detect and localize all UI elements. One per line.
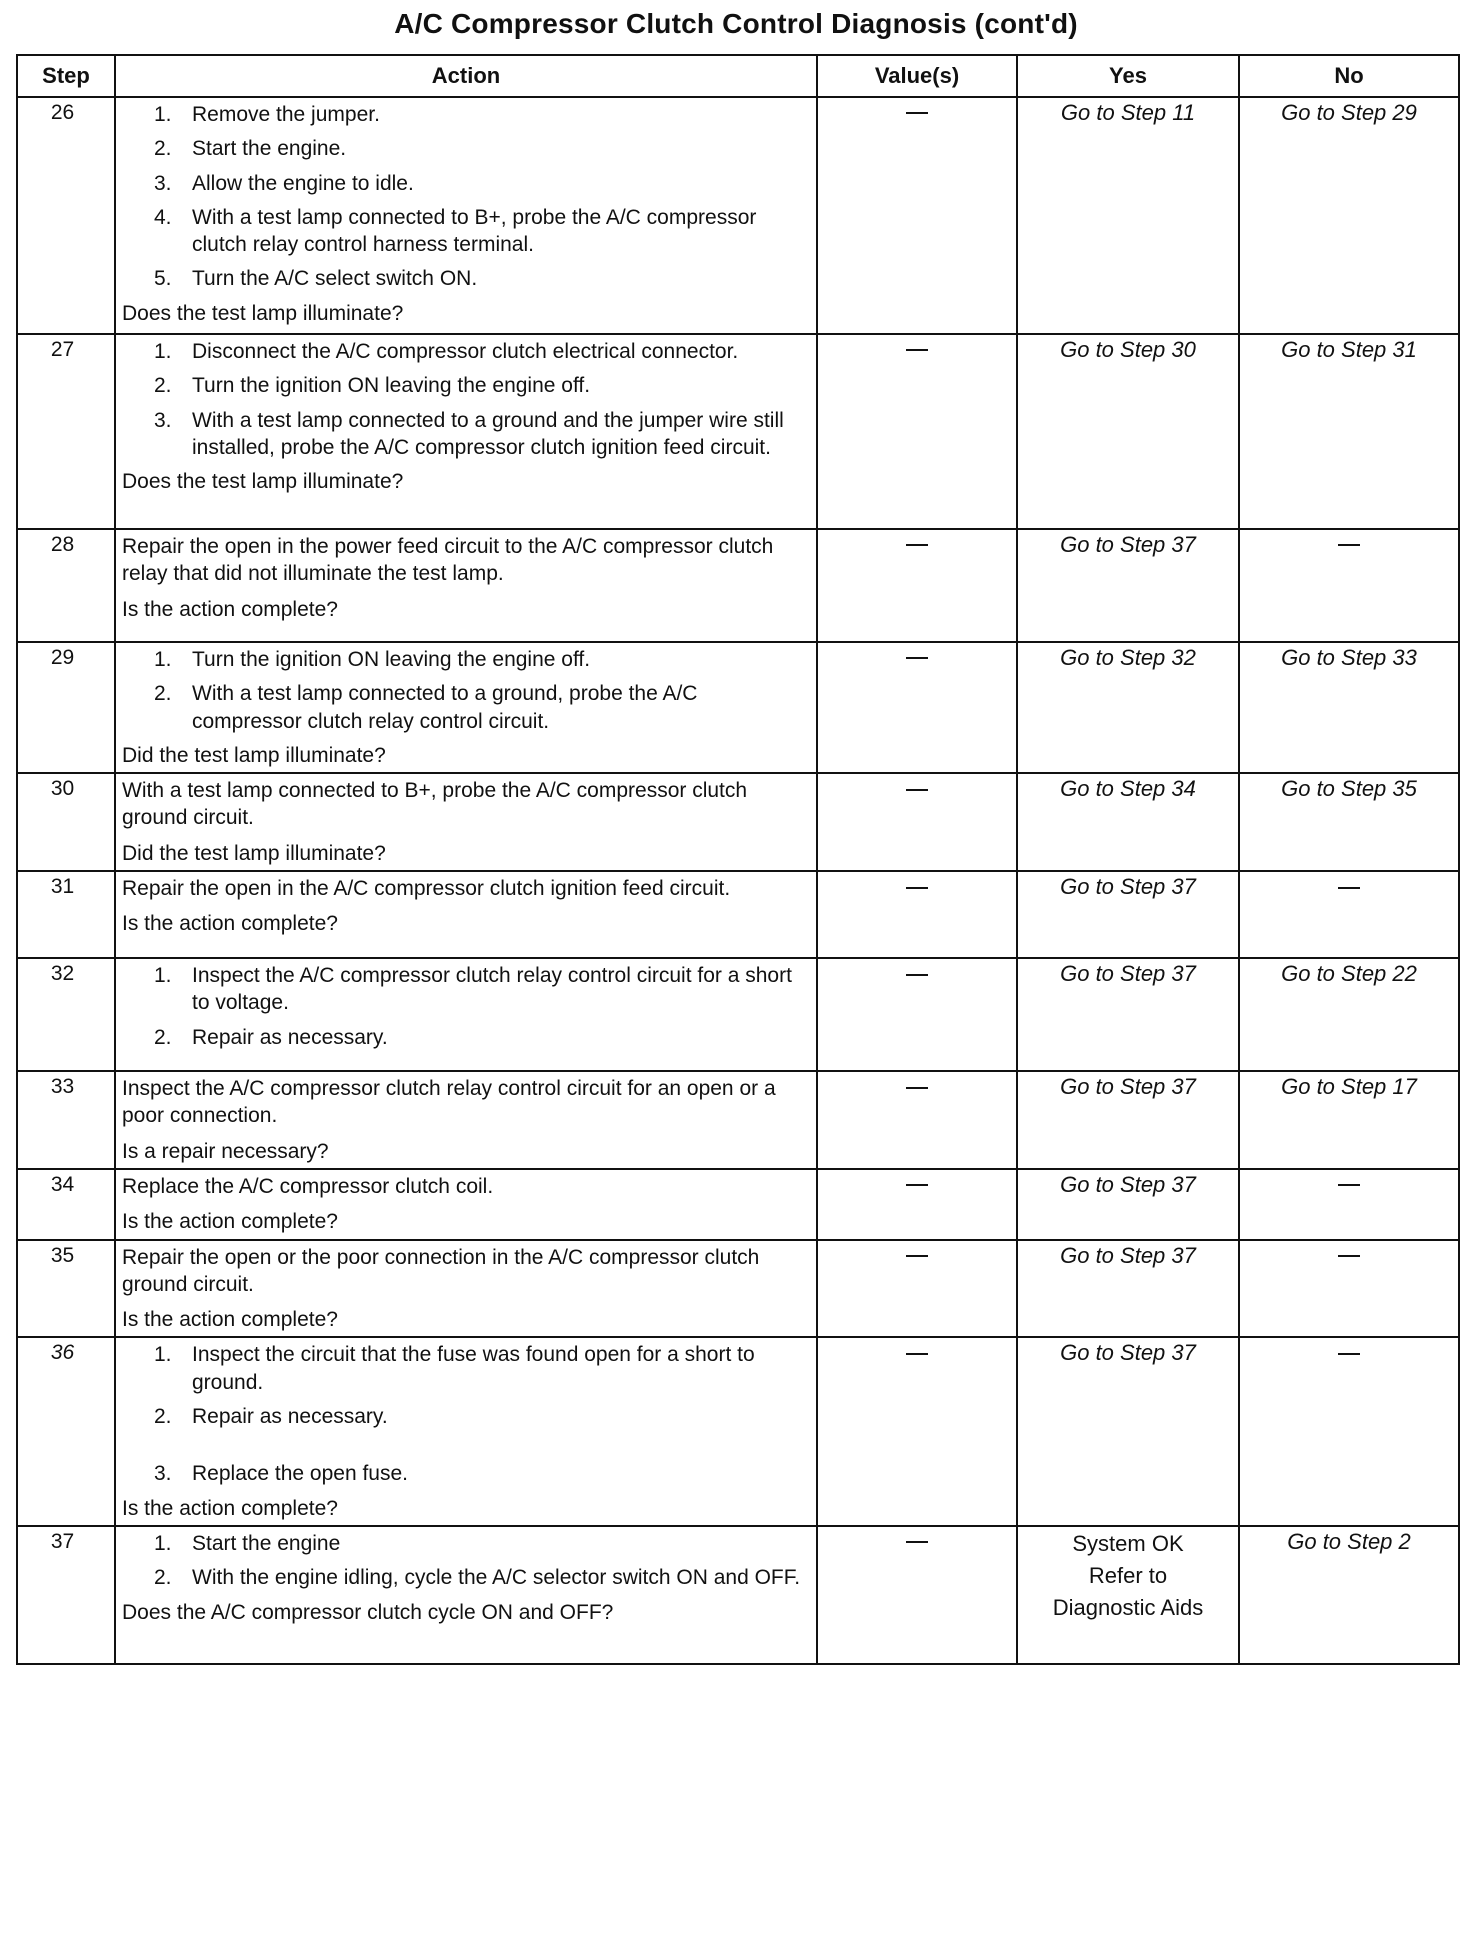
action-question: Is the action complete? bbox=[122, 912, 338, 936]
yes-goto-text: Go to Step 37 bbox=[1060, 532, 1196, 557]
action-paragraph: With a test lamp connected to B+, probe the A/C compressor clutch ground circuit. bbox=[122, 779, 748, 830]
action-step-number: 2. bbox=[154, 137, 172, 161]
action-step-number: 2. bbox=[154, 1025, 172, 1049]
action-step-text: Remove the jumper. bbox=[192, 103, 380, 126]
yes-goto-text: Go to Step 30 bbox=[1060, 337, 1196, 362]
action-step bbox=[154, 1403, 810, 1430]
dash-mark bbox=[906, 544, 928, 546]
action-step-text: Disconnect the A/C compressor clutch electrical connector. bbox=[192, 340, 739, 363]
action-step bbox=[154, 204, 810, 259]
column-header-action: Action bbox=[115, 55, 817, 97]
dash-mark bbox=[1338, 1353, 1360, 1355]
action-paragraph: Repair the open in the A/C compressor clutch ignition feed circuit. bbox=[122, 877, 731, 901]
step-number: 34 bbox=[17, 1169, 115, 1240]
action-step-text: With a test lamp connected to a ground, probe the A/C compressor clutch relay control circuit. bbox=[192, 682, 698, 733]
value-cell bbox=[817, 958, 1017, 1071]
action-step bbox=[154, 646, 810, 673]
action-question: Is the action complete? bbox=[122, 1210, 338, 1234]
no-cell bbox=[1239, 97, 1459, 334]
yes-cell bbox=[1017, 97, 1239, 334]
action-step bbox=[154, 1460, 810, 1487]
yes-cell bbox=[1017, 529, 1239, 642]
step-number: 30 bbox=[17, 773, 115, 871]
no-cell bbox=[1239, 1337, 1459, 1525]
action-step bbox=[154, 962, 810, 1017]
action-step bbox=[154, 338, 810, 365]
yes-cell bbox=[1017, 1526, 1239, 1664]
action-question: Did the test lamp illuminate? bbox=[122, 841, 386, 865]
action-step bbox=[154, 135, 810, 162]
yes-goto-text: Go to Step 37 bbox=[1060, 961, 1196, 987]
action-step bbox=[154, 407, 810, 462]
step-number: 37 bbox=[17, 1526, 115, 1664]
dash-mark bbox=[906, 1087, 928, 1089]
no-cell bbox=[1239, 334, 1459, 529]
value-cell bbox=[817, 871, 1017, 958]
yes-goto-text: Go to Step 32 bbox=[1060, 645, 1196, 670]
action-question: Does the test lamp illuminate? bbox=[122, 470, 404, 494]
no-goto-text: Go to Step 33 bbox=[1281, 645, 1417, 670]
yes-cell bbox=[1017, 958, 1239, 1071]
diagnosis-table bbox=[16, 54, 1460, 1665]
dash-mark bbox=[906, 1541, 928, 1543]
no-goto-text: Go to Step 17 bbox=[1281, 1074, 1417, 1100]
action-paragraph: Inspect the A/C compressor clutch relay control circuit for an open or a poor connection. bbox=[122, 1077, 776, 1128]
step-number: 28 bbox=[17, 529, 115, 642]
table-row bbox=[17, 1240, 1459, 1338]
action-step bbox=[154, 680, 810, 735]
yes-cell bbox=[1017, 773, 1239, 871]
no-goto-text: Go to Step 29 bbox=[1281, 100, 1417, 125]
step-number: 36 bbox=[17, 1337, 115, 1525]
table-row bbox=[17, 529, 1459, 642]
dash-mark bbox=[906, 657, 928, 659]
action-question: Is a repair necessary? bbox=[122, 1139, 329, 1163]
yes-goto-text: Go to Step 37 bbox=[1060, 1074, 1196, 1100]
action-step-number: 3. bbox=[154, 408, 172, 432]
value-cell bbox=[817, 97, 1017, 334]
action-step-number: 4. bbox=[154, 205, 172, 229]
no-goto-text: Go to Step 2 bbox=[1287, 1528, 1411, 1554]
action-step-number: 1. bbox=[154, 648, 172, 671]
action-step-text: Turn the ignition ON leaving the engine off. bbox=[192, 374, 591, 398]
value-cell bbox=[817, 1337, 1017, 1525]
action-step-number: 5. bbox=[154, 267, 172, 291]
yes-goto-text: Go to Step 37 bbox=[1060, 1340, 1196, 1366]
yes-result-line: Refer to bbox=[1088, 1562, 1168, 1588]
value-cell bbox=[817, 642, 1017, 773]
action-cell bbox=[115, 334, 817, 529]
action-cell bbox=[115, 1526, 817, 1664]
yes-result-line: System OK bbox=[1072, 1530, 1184, 1556]
table-row bbox=[17, 1337, 1459, 1525]
action-question: Did the test lamp illuminate? bbox=[122, 743, 386, 767]
value-cell bbox=[817, 334, 1017, 529]
value-cell bbox=[817, 1071, 1017, 1169]
action-question: Is the action complete? bbox=[122, 1496, 338, 1520]
step-number: 27 bbox=[17, 334, 115, 529]
action-step bbox=[154, 1024, 810, 1051]
action-cell bbox=[115, 773, 817, 871]
step-number: 33 bbox=[17, 1071, 115, 1169]
action-step-number: 3. bbox=[154, 1462, 172, 1486]
table-row bbox=[17, 1526, 1459, 1664]
step-number: 29 bbox=[17, 642, 115, 773]
no-cell bbox=[1239, 871, 1459, 958]
yes-goto-text: Go to Step 34 bbox=[1060, 776, 1196, 802]
action-paragraph: Repair the open or the poor connection in the A/C compressor clutch ground circuit. bbox=[122, 1245, 760, 1296]
yes-cell bbox=[1017, 642, 1239, 773]
action-cell bbox=[115, 871, 817, 958]
action-step-number: 1. bbox=[154, 964, 172, 988]
table-row bbox=[17, 1071, 1459, 1169]
action-step-text: With a test lamp connected to a ground and the jumper wire still installed, probe the A/C compressor clutch ignition feed circuit. bbox=[192, 408, 784, 459]
no-goto-text: Go to Step 22 bbox=[1281, 961, 1417, 987]
table-row bbox=[17, 334, 1459, 529]
yes-goto-text: Go to Step 37 bbox=[1060, 1171, 1196, 1197]
page-title: A/C Compressor Clutch Control Diagnosis (cont'd) bbox=[394, 8, 1078, 39]
yes-result-line: Diagnostic Aids bbox=[1052, 1594, 1204, 1620]
yes-result-block bbox=[1019, 1528, 1237, 1626]
action-question: Is the action complete? bbox=[122, 597, 338, 621]
yes-cell bbox=[1017, 871, 1239, 958]
dash-mark bbox=[906, 974, 928, 976]
action-step-text: With the engine idling, cycle the A/C selector switch ON and OFF. bbox=[192, 1566, 801, 1590]
dash-mark bbox=[1338, 887, 1360, 889]
table-row bbox=[17, 642, 1459, 773]
action-step bbox=[154, 101, 810, 128]
action-step-text: Start the engine bbox=[192, 1531, 341, 1555]
table-row bbox=[17, 773, 1459, 871]
action-step-number: 1. bbox=[154, 1343, 172, 1367]
action-step-text: Start the engine. bbox=[192, 137, 347, 161]
action-question: Is the action complete? bbox=[122, 1308, 338, 1332]
action-steps-list bbox=[122, 1530, 810, 1592]
action-step bbox=[154, 170, 810, 197]
step-number: 32 bbox=[17, 958, 115, 1071]
yes-cell bbox=[1017, 1071, 1239, 1169]
action-step-number: 1. bbox=[154, 340, 172, 363]
yes-goto-text: Go to Step 37 bbox=[1060, 1242, 1196, 1268]
action-step-number: 2. bbox=[154, 1566, 172, 1590]
column-header-no: No bbox=[1239, 55, 1459, 97]
action-step bbox=[154, 1341, 810, 1396]
action-step-number: 1. bbox=[154, 1531, 172, 1555]
action-cell bbox=[115, 1169, 817, 1240]
action-step-text: Replace the open fuse. bbox=[192, 1462, 408, 1486]
action-step-text: Allow the engine to idle. bbox=[192, 171, 414, 195]
no-cell bbox=[1239, 773, 1459, 871]
action-steps-list bbox=[122, 1341, 810, 1487]
action-step-text: Turn the ignition ON leaving the engine off. bbox=[192, 648, 591, 671]
value-cell bbox=[817, 1169, 1017, 1240]
dash-mark bbox=[906, 887, 928, 889]
table-row bbox=[17, 871, 1459, 958]
column-header-values: Value(s) bbox=[817, 55, 1017, 97]
dash-mark bbox=[906, 112, 928, 114]
step-number: 31 bbox=[17, 871, 115, 958]
no-cell bbox=[1239, 958, 1459, 1071]
action-step-number: 2. bbox=[154, 374, 172, 398]
action-steps-list bbox=[122, 962, 810, 1051]
action-question: Does the test lamp illuminate? bbox=[122, 301, 404, 325]
action-steps-list bbox=[122, 101, 810, 293]
yes-goto-text: Go to Step 11 bbox=[1060, 100, 1196, 125]
no-cell bbox=[1239, 1240, 1459, 1338]
action-step-text: Inspect the A/C compressor clutch relay control circuit for a short to voltage. bbox=[192, 964, 792, 1015]
value-cell bbox=[817, 529, 1017, 642]
no-cell bbox=[1239, 642, 1459, 773]
dash-mark bbox=[906, 1353, 928, 1355]
step-number: 35 bbox=[17, 1240, 115, 1338]
column-header-yes: Yes bbox=[1017, 55, 1239, 97]
action-cell bbox=[115, 529, 817, 642]
dash-mark bbox=[1338, 544, 1360, 546]
step-number: 26 bbox=[17, 97, 115, 334]
yes-cell bbox=[1017, 334, 1239, 529]
action-step-text: Inspect the circuit that the fuse was found open for a short to ground. bbox=[192, 1343, 755, 1394]
no-goto-text: Go to Step 31 bbox=[1281, 337, 1417, 362]
no-goto-text: Go to Step 35 bbox=[1281, 776, 1417, 802]
dash-mark bbox=[906, 349, 928, 351]
action-step-text: Repair as necessary. bbox=[192, 1405, 388, 1429]
yes-cell bbox=[1017, 1240, 1239, 1338]
no-cell bbox=[1239, 1071, 1459, 1169]
action-cell bbox=[115, 1337, 817, 1525]
action-paragraph: Repair the open in the power feed circuit to the A/C compressor clutch relay that did not illuminate the test lamp. bbox=[122, 535, 774, 586]
dash-mark bbox=[906, 1184, 928, 1186]
action-cell bbox=[115, 97, 817, 334]
action-step bbox=[154, 1564, 810, 1591]
value-cell bbox=[817, 773, 1017, 871]
value-cell bbox=[817, 1526, 1017, 1664]
table-row bbox=[17, 97, 1459, 334]
dash-mark bbox=[1338, 1184, 1360, 1186]
action-cell bbox=[115, 958, 817, 1071]
action-step-text: With a test lamp connected to B+, probe the A/C compressor clutch relay control harness terminal. bbox=[192, 205, 757, 257]
action-steps-list bbox=[122, 338, 810, 461]
column-header-step: Step bbox=[17, 55, 115, 97]
table-header-row bbox=[17, 55, 1459, 97]
yes-cell bbox=[1017, 1337, 1239, 1525]
action-cell bbox=[115, 1071, 817, 1169]
yes-cell bbox=[1017, 1169, 1239, 1240]
table-row bbox=[17, 958, 1459, 1071]
action-step bbox=[154, 265, 810, 292]
no-cell bbox=[1239, 529, 1459, 642]
action-step-number: 3. bbox=[154, 171, 172, 195]
action-step-number: 2. bbox=[154, 1405, 172, 1429]
action-paragraph: Replace the A/C compressor clutch coil. bbox=[122, 1174, 494, 1198]
action-question: Does the A/C compressor clutch cycle ON and OFF? bbox=[122, 1600, 614, 1624]
action-step-text: Repair as necessary. bbox=[192, 1025, 388, 1049]
value-cell bbox=[817, 1240, 1017, 1338]
action-steps-list bbox=[122, 646, 810, 735]
dash-mark bbox=[906, 789, 928, 791]
action-step-number: 2. bbox=[154, 682, 172, 706]
dash-mark bbox=[1338, 1255, 1360, 1257]
action-cell bbox=[115, 642, 817, 773]
table-row bbox=[17, 1169, 1459, 1240]
action-cell bbox=[115, 1240, 817, 1338]
action-step-number: 1. bbox=[154, 103, 172, 126]
no-cell bbox=[1239, 1169, 1459, 1240]
action-step bbox=[154, 1530, 810, 1557]
no-cell bbox=[1239, 1526, 1459, 1664]
action-step bbox=[154, 372, 810, 399]
dash-mark bbox=[906, 1255, 928, 1257]
action-step-text: Turn the A/C select switch ON. bbox=[192, 267, 478, 291]
yes-goto-text: Go to Step 37 bbox=[1060, 874, 1196, 900]
